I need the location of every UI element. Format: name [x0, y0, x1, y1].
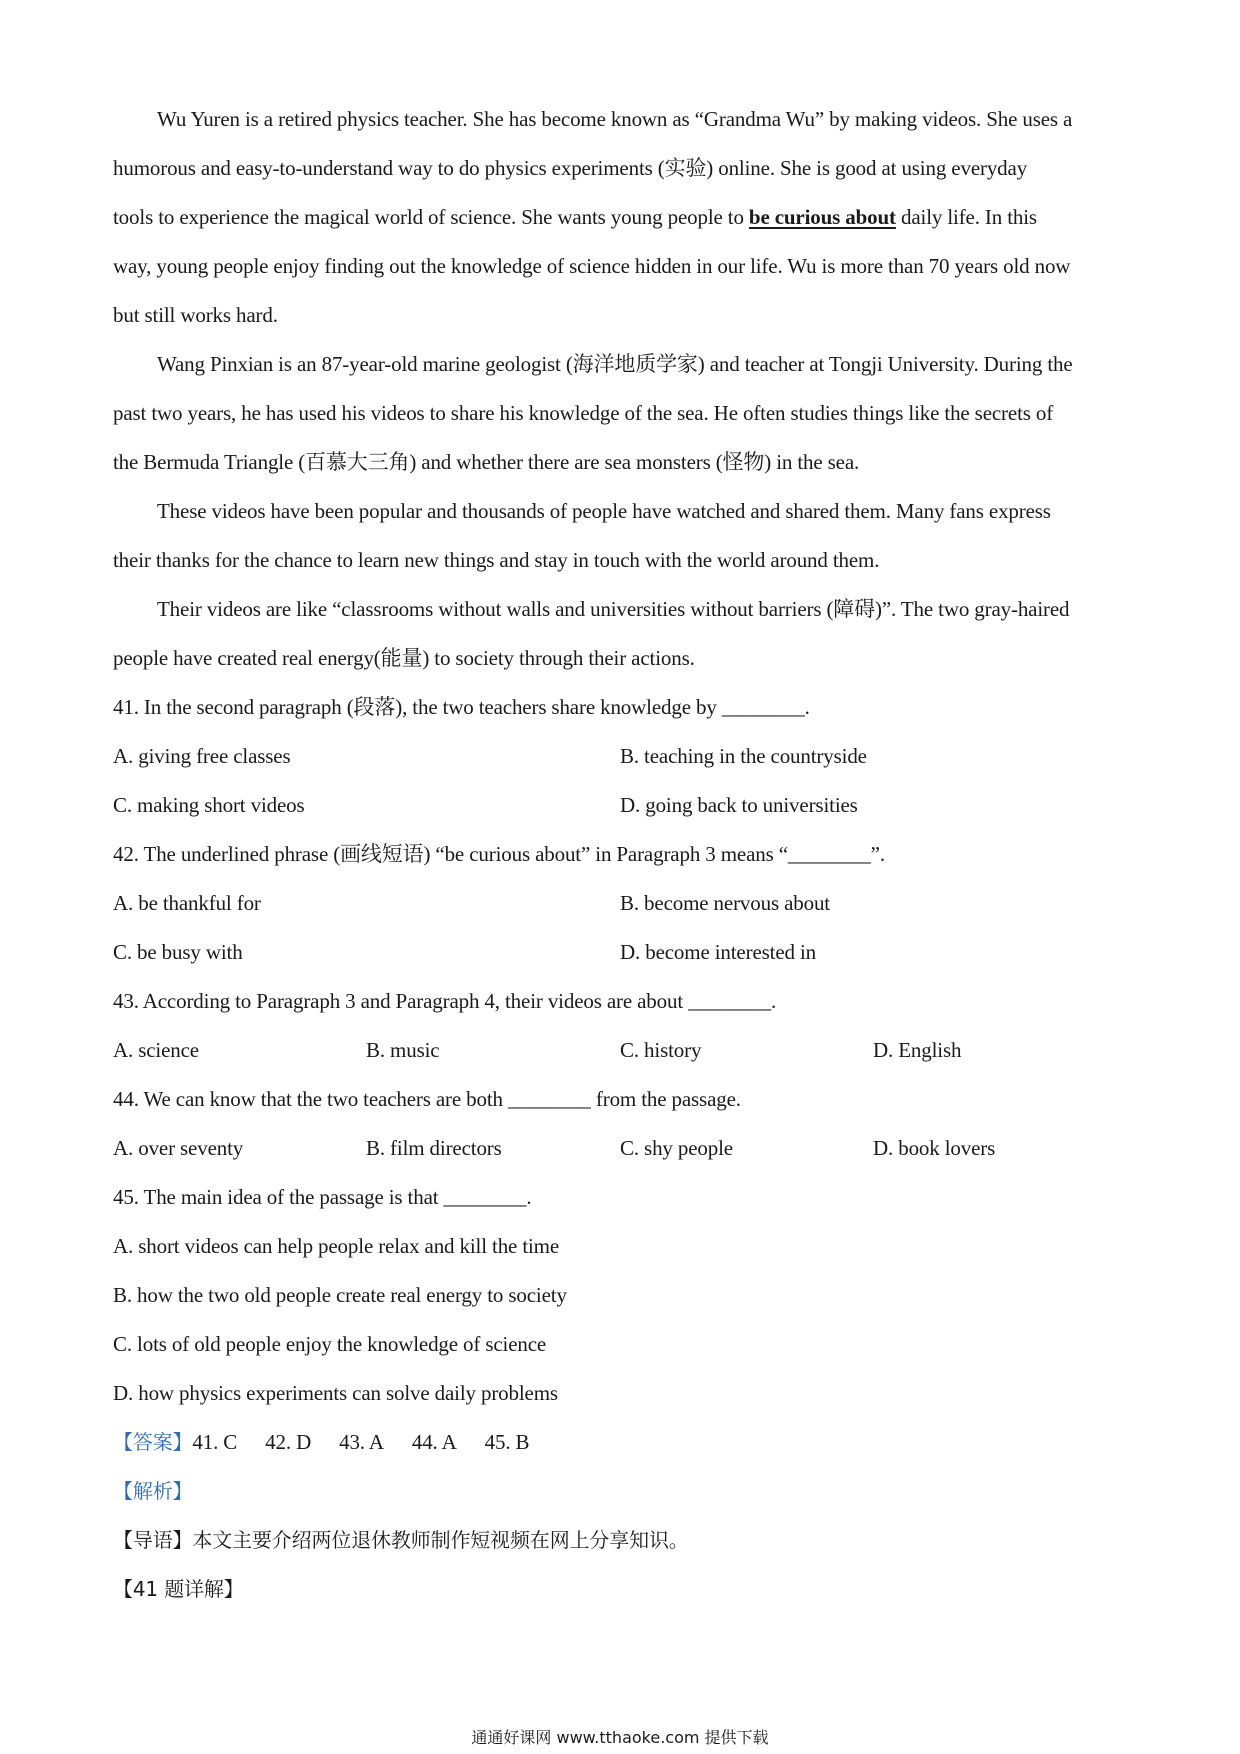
option-a: A. short videos can help people relax and kill the time: [113, 1234, 560, 1258]
option-a: A. over seventy: [113, 1136, 244, 1160]
question-44: [113, 1075, 1133, 1173]
intro-text: 本文主要介绍两位退休教师制作短视频在网上分享知识。: [192, 1528, 689, 1552]
option-d: D. book lovers: [873, 1136, 996, 1160]
document-page: [113, 95, 1133, 1614]
answer-item: 43. A: [339, 1430, 384, 1454]
option-a: A. be thankful for: [113, 891, 261, 915]
detail-heading-41: 【41 题详解】: [113, 1577, 244, 1601]
answer-item: 45. B: [484, 1430, 530, 1454]
analysis-label: 【解析】: [113, 1479, 193, 1503]
paragraph-line: [113, 193, 1133, 242]
option-d: D. going back to universities: [620, 793, 858, 817]
passage-paragraph-4: [113, 585, 1133, 683]
question-stem: 41. In the second paragraph (段落), the two teachers share knowledge by ________.: [113, 695, 810, 719]
option-b: B. music: [366, 1038, 440, 1062]
option-d: D. how physics experiments can solve daily problems: [113, 1381, 558, 1405]
paragraph-line: These videos have been popular and thousands of people have watched and shared them. Many fans express: [157, 499, 1051, 523]
option-row: [113, 879, 1133, 928]
answer-key: [113, 1418, 1133, 1467]
paragraph-line: the Bermuda Triangle (百慕大三角) and whether there are sea monsters (怪物) in the sea.: [113, 450, 860, 474]
passage-paragraph-2: [113, 340, 1133, 487]
paragraph-line: Wang Pinxian is an 87-year-old marine geologist (海洋地质学家) and teacher at Tongji University. During the: [157, 352, 1073, 376]
option-b: B. how the two old people create real energy to society: [113, 1283, 567, 1307]
option-row: [113, 732, 1133, 781]
line-text: daily life. In this: [895, 205, 1037, 229]
underlined-phrase: be curious about: [748, 205, 896, 229]
option-b: B. teaching in the countryside: [620, 744, 867, 768]
paragraph-line: Their videos are like “classrooms without walls and universities without barriers (障碍)”. The two gray-haired: [157, 597, 1070, 621]
option-a: A. giving free classes: [113, 744, 291, 768]
option-row: [113, 928, 1133, 977]
question-stem: 42. The underlined phrase (画线短语) “be curious about” in Paragraph 3 means “________”.: [113, 842, 885, 866]
paragraph-line: way, young people enjoy finding out the knowledge of science hidden in our life. Wu is more than 70 years old now: [113, 254, 1071, 278]
option-c: C. making short videos: [113, 793, 305, 817]
answer-item: 44. A: [411, 1430, 457, 1454]
option-a: A. science: [113, 1038, 199, 1062]
option-b: B. become nervous about: [620, 891, 830, 915]
paragraph-line: people have created real energy(能量) to society through their actions.: [113, 646, 695, 670]
question-45: [113, 1173, 1133, 1418]
option-d: D. English: [873, 1038, 962, 1062]
answer-item: 42. D: [265, 1430, 312, 1454]
paragraph-line: past two years, he has used his videos to share his knowledge of the sea. He often studies things like the secrets of: [113, 401, 1054, 425]
option-row: [113, 1026, 1133, 1075]
option-c: C. be busy with: [113, 940, 243, 964]
paragraph-line: Wu Yuren is a retired physics teacher. She has become known as “Grandma Wu” by making videos. She uses a: [157, 107, 1073, 131]
question-stem: 43. According to Paragraph 3 and Paragraph 4, their videos are about ________.: [113, 989, 777, 1013]
option-b: B. film directors: [366, 1136, 502, 1160]
question-stem: 45. The main idea of the passage is that ________.: [113, 1185, 532, 1209]
question-stem: 44. We can know that the two teachers are both ________ from the passage.: [113, 1087, 741, 1111]
paragraph-line: but still works hard.: [113, 303, 278, 327]
passage-paragraph-1: [113, 95, 1133, 340]
option-c: C. lots of old people enjoy the knowledge of science: [113, 1332, 547, 1356]
option-d: D. become interested in: [620, 940, 816, 964]
question-42: [113, 830, 1133, 977]
intro-label: 【导语】: [113, 1528, 193, 1552]
answer-label: 【答案】: [113, 1430, 193, 1454]
analysis-heading: [113, 1467, 1133, 1516]
option-row: [113, 781, 1133, 830]
question-41: [113, 683, 1133, 830]
answer-item: 41. C: [192, 1430, 238, 1454]
intro-line: [113, 1516, 1133, 1565]
option-c: C. history: [620, 1038, 702, 1062]
option-row: [113, 1124, 1133, 1173]
passage-paragraph-3: [113, 487, 1133, 585]
question-43: [113, 977, 1133, 1075]
option-c: C. shy people: [620, 1136, 733, 1160]
line-text: tools to experience the magical world of science. She wants young people to: [113, 205, 749, 229]
paragraph-line: their thanks for the chance to learn new things and stay in touch with the world around them.: [113, 548, 880, 572]
page-footer: 通通好课网 www.tthaoke.com 提供下载: [471, 1728, 769, 1747]
paragraph-line: humorous and easy-to-understand way to do physics experiments (实验) online. She is good at using everyday: [113, 156, 1028, 180]
